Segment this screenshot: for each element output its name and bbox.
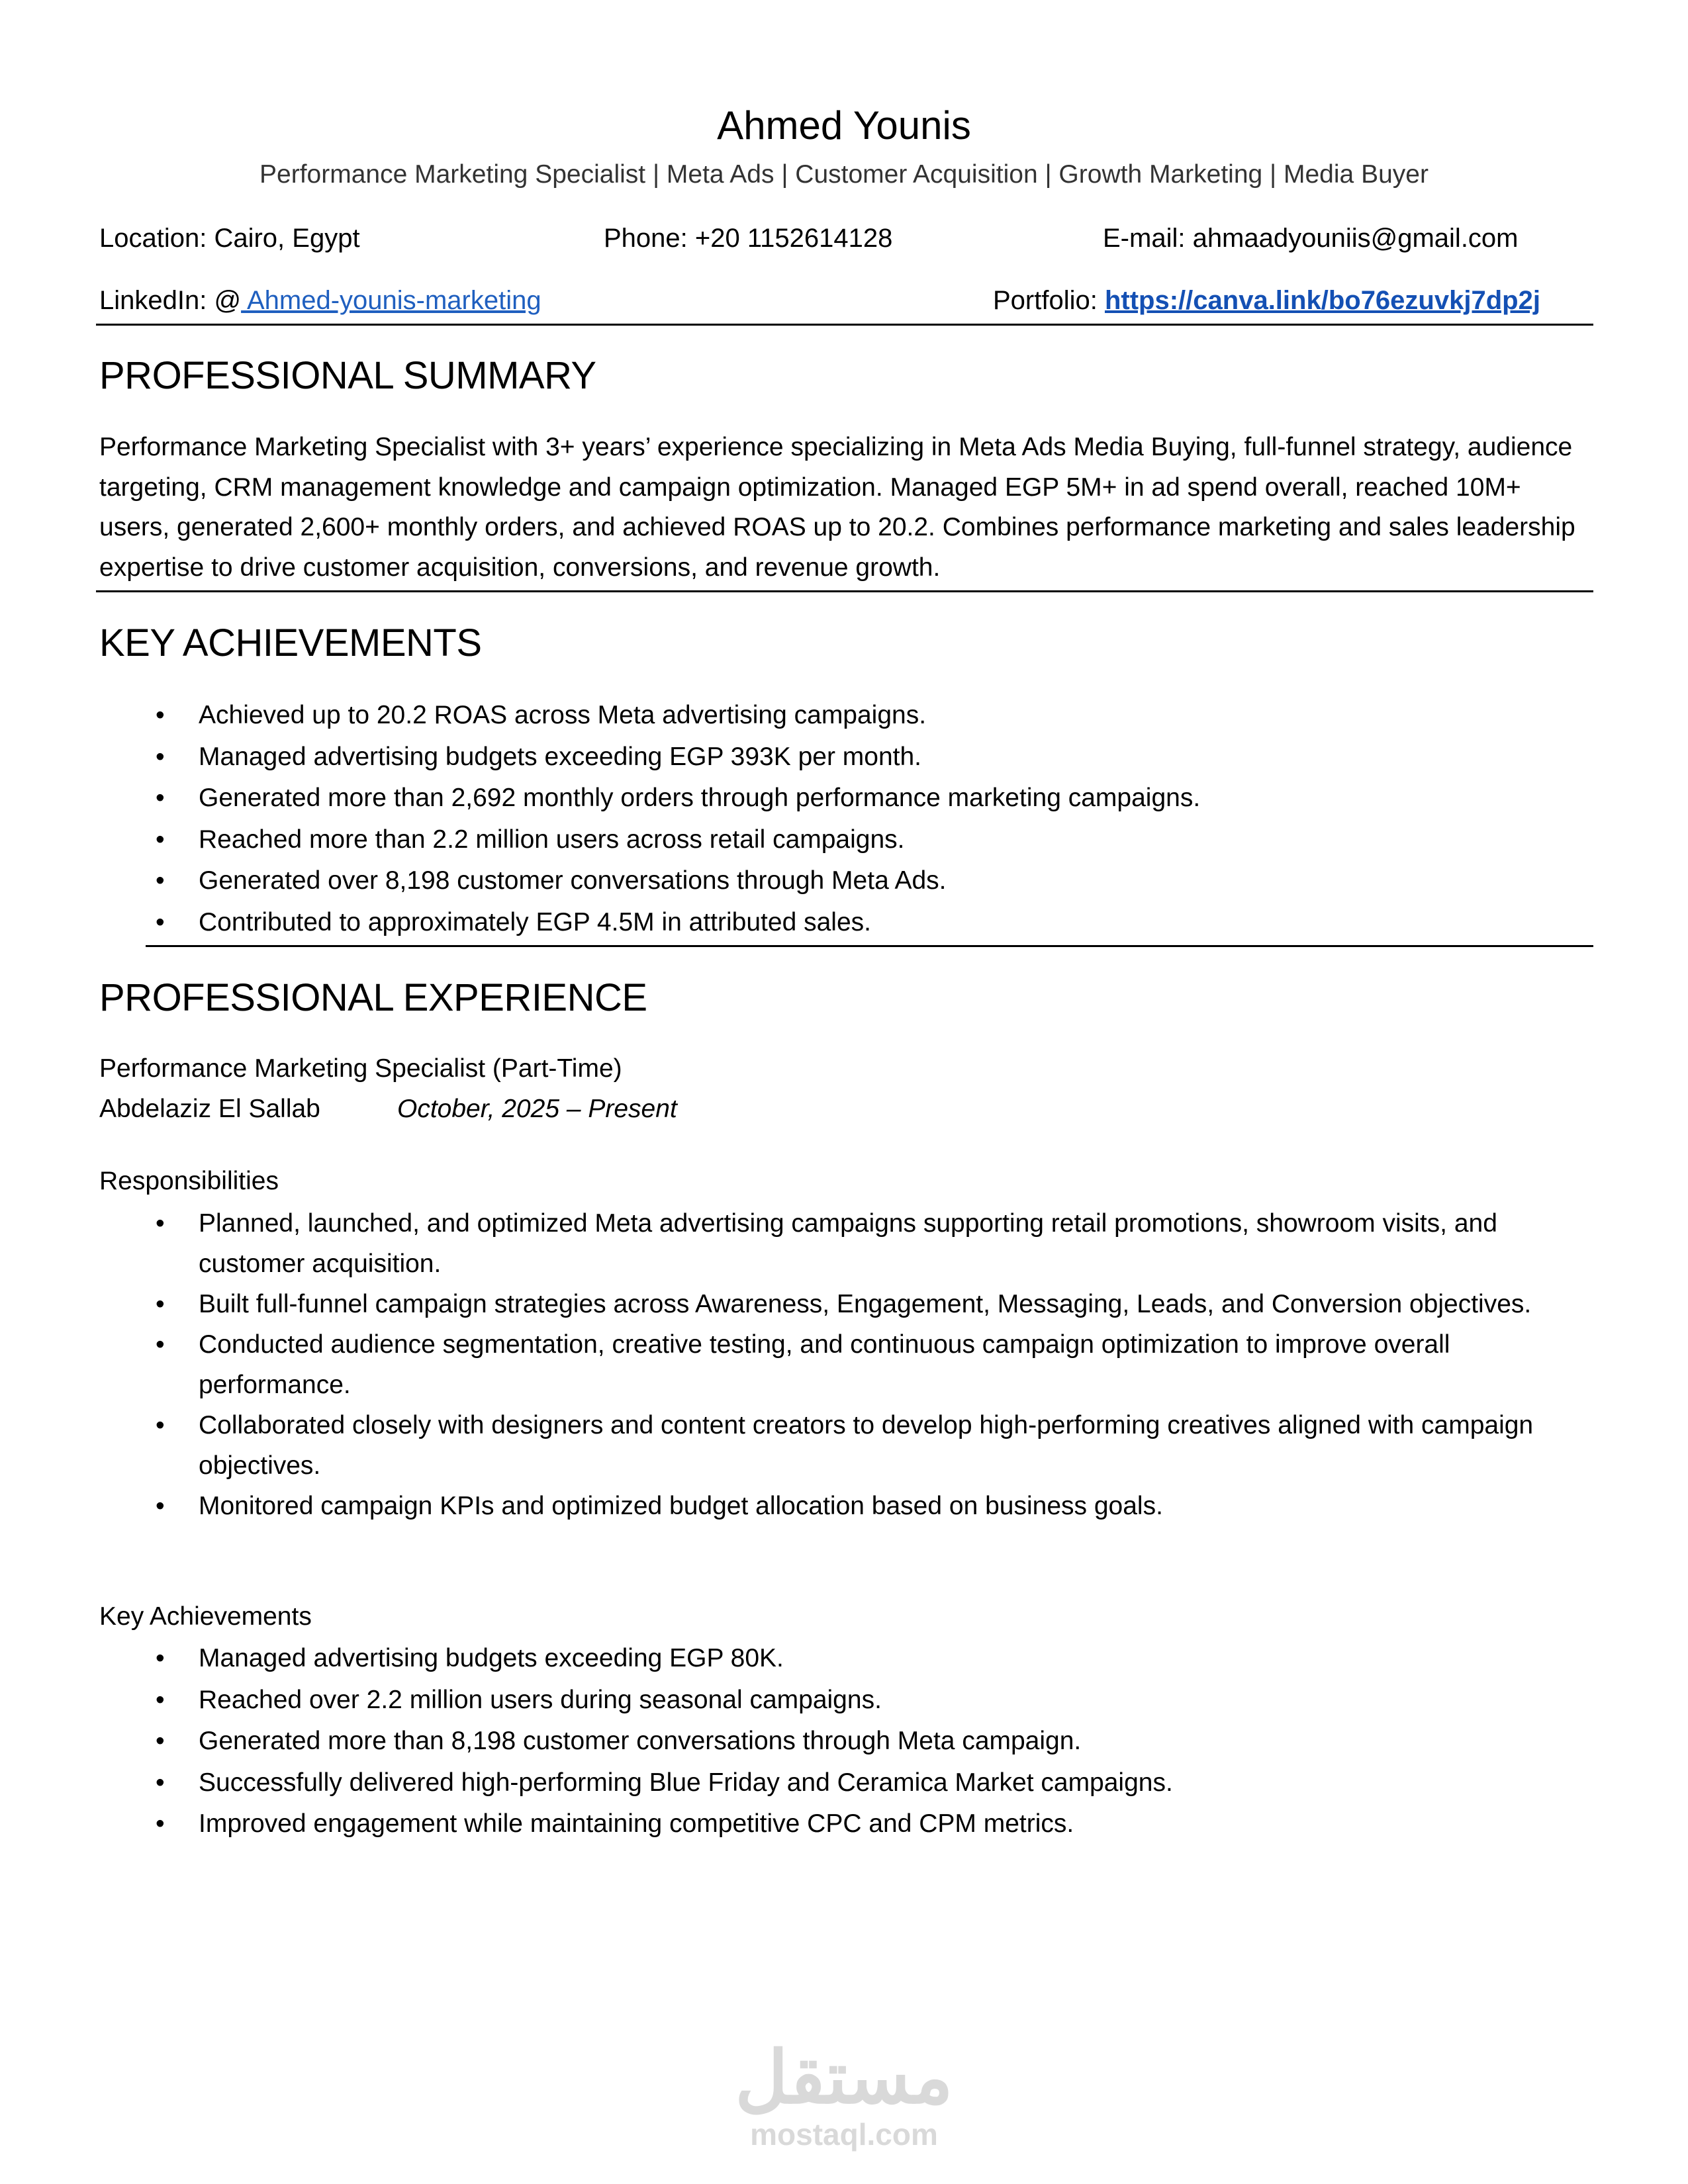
contact-email: E-mail: ahmaadyouniis@gmail.com — [1103, 224, 1519, 253]
list-item: • Managed advertising budgets exceeding EGP 80K. — [99, 1638, 1589, 1680]
candidate-name: Ahmed Younis — [717, 103, 971, 148]
responsibilities-label: Responsibilities — [99, 1167, 279, 1195]
bullet-icon: • — [156, 1644, 165, 1672]
bullet-icon: • — [156, 701, 165, 729]
bullet-icon: • — [156, 1411, 165, 1439]
list-item: • Generated more than 8,198 customer conversations through Meta campaign. — [99, 1721, 1589, 1762]
job-company: Abdelaziz El Sallab — [99, 1095, 320, 1123]
job-dates: October, 2025 – Present — [397, 1095, 677, 1123]
list-item: • Reached more than 2.2 million users across retail campaigns. — [99, 819, 1589, 861]
job-title: Performance Marketing Specialist (Part-Time) — [99, 1054, 622, 1083]
list-item: • Conducted audience segmentation, creative testing, and continuous campaign optimization to improve overall performance. — [99, 1324, 1589, 1405]
list-item: • Collaborated closely with designers and content creators to develop high-performing creatives aligned with campaign objectives. — [99, 1405, 1589, 1486]
linkedin-link[interactable]: Ahmed-younis-marketing — [241, 286, 541, 315]
bullet-icon: • — [156, 1727, 165, 1755]
summary-heading: PROFESSIONAL SUMMARY — [99, 354, 596, 397]
contact-phone: Phone: +20 1152614128 — [604, 224, 893, 253]
experience-heading: PROFESSIONAL EXPERIENCE — [99, 976, 647, 1019]
list-item: • Reached over 2.2 million users during seasonal campaigns. — [99, 1680, 1589, 1721]
bullet-icon: • — [156, 1685, 165, 1714]
divider-contact — [96, 324, 1593, 326]
list-item: • Managed advertising budgets exceeding EGP 393K per month. — [99, 737, 1589, 778]
list-item: • Successfully delivered high-performing Blue Friday and Ceramica Market campaigns. — [99, 1762, 1589, 1804]
list-item: • Contributed to approximately EGP 4.5M in attributed sales. — [99, 902, 1589, 944]
linkedin-label: LinkedIn: @ — [99, 286, 242, 315]
list-item: • Planned, launched, and optimized Meta advertising campaigns supporting retail promotions, showroom visits, and customer acquisition. — [99, 1203, 1589, 1284]
job-achievements-list — [99, 1638, 1589, 1845]
achievements-heading: KEY ACHIEVEMENTS — [99, 621, 482, 664]
bullet-icon: • — [156, 866, 165, 895]
bullet-icon: • — [156, 1290, 165, 1318]
divider-achievements — [146, 945, 1593, 947]
divider-summary — [96, 590, 1593, 592]
watermark-latin: mostaql.com — [750, 2117, 938, 2152]
bullet-icon: • — [156, 1768, 165, 1797]
list-item: • Improved engagement while maintaining competitive CPC and CPM metrics. — [99, 1803, 1589, 1845]
bullet-icon: • — [156, 825, 165, 854]
bullet-icon: • — [156, 784, 165, 812]
candidate-tagline: Performance Marketing Specialist | Meta Ads | Customer Acquisition | Growth Marketing | Media Buyer — [259, 160, 1429, 189]
summary-text: Performance Marketing Specialist with 3+ years’ experience specializing in Meta Ads Media Buying, full-funnel strategy, audience targeting, CRM management knowledge and campaign optimization. Managed EGP 5M+ in ad spend overall, reached 10M+ users, generated 2,600+ monthly orders, and achieved ROAS up to 20.2. Combines performance marketing and sales leadership expertise to drive customer acquisition, conversions, and revenue growth. — [99, 433, 1575, 582]
contact-location: Location: Cairo, Egypt — [99, 224, 360, 253]
list-item: • Built full-funnel campaign strategies across Awareness, Engagement, Messaging, Leads, and Conversion objectives. — [99, 1284, 1589, 1324]
contact-linkedin — [99, 283, 541, 318]
bullet-icon: • — [156, 1209, 165, 1238]
bullet-icon: • — [156, 742, 165, 771]
bullet-icon: • — [156, 1809, 165, 1838]
bullet-icon: • — [156, 1330, 165, 1359]
bullet-icon: • — [156, 1492, 165, 1520]
list-item: • Generated over 8,198 customer conversations through Meta Ads. — [99, 860, 1589, 902]
list-item: • Generated more than 2,692 monthly orders through performance marketing campaigns. — [99, 778, 1589, 819]
achievements-list — [99, 695, 1589, 943]
portfolio-link[interactable]: https://canva.link/bo76ezuvkj7dp2j — [1104, 286, 1540, 315]
list-item: • Monitored campaign KPIs and optimized budget allocation based on business goals. — [99, 1486, 1589, 1526]
contact-portfolio — [993, 283, 1540, 318]
responsibilities-list — [99, 1203, 1589, 1526]
list-item: • Achieved up to 20.2 ROAS across Meta advertising campaigns. — [99, 695, 1589, 737]
mostaql-watermark — [728, 2038, 960, 2151]
watermark-arabic: مستقل — [735, 2037, 953, 2118]
job-achievements-label: Key Achievements — [99, 1602, 312, 1631]
bullet-icon: • — [156, 907, 165, 936]
portfolio-label: Portfolio: — [993, 286, 1105, 315]
